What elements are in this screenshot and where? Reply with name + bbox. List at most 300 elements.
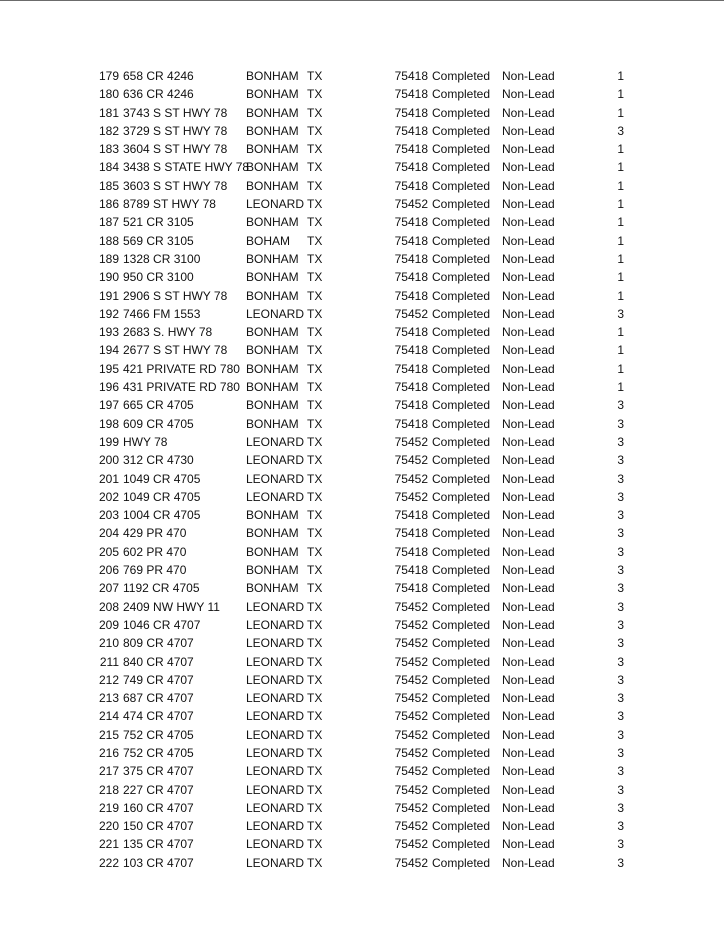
count-cell: 3 <box>617 471 624 486</box>
state-cell: TX <box>307 764 323 779</box>
state-cell: TX <box>307 233 323 248</box>
zip-cell: 75452 <box>394 306 428 321</box>
count-cell: 3 <box>617 800 624 815</box>
row-number: 212 <box>98 672 119 687</box>
count-cell: 3 <box>617 398 624 413</box>
state-cell: TX <box>307 398 323 413</box>
zip-cell: 75452 <box>394 434 428 449</box>
table-row <box>0 598 724 616</box>
table-row <box>0 744 724 762</box>
table-row <box>0 579 724 597</box>
table-row <box>0 726 724 744</box>
table-row <box>0 177 724 195</box>
material-cell: Non-Lead <box>502 434 555 449</box>
status-cell: Completed <box>432 563 491 578</box>
status-cell: Completed <box>432 87 491 102</box>
city-cell: LEONARD <box>246 819 305 834</box>
state-cell: TX <box>307 123 323 138</box>
city-cell: BONHAM <box>246 581 299 596</box>
status-cell: Completed <box>432 544 491 559</box>
city-cell: LEONARD <box>246 197 305 212</box>
city-cell: LEONARD <box>246 636 305 651</box>
material-cell: Non-Lead <box>502 361 555 376</box>
state-cell: TX <box>307 654 323 669</box>
zip-cell: 75418 <box>394 416 428 431</box>
status-cell: Completed <box>432 471 491 486</box>
count-cell: 1 <box>617 69 624 83</box>
material-cell: Non-Lead <box>502 69 555 83</box>
address-cell: 312 CR 4730 <box>123 453 194 468</box>
material-cell: Non-Lead <box>502 160 555 175</box>
city-cell: BOHAM <box>246 233 291 248</box>
address-cell: 375 CR 4707 <box>123 764 194 779</box>
row-number: 203 <box>98 508 119 523</box>
count-cell: 1 <box>617 251 624 266</box>
state-cell: TX <box>307 855 323 870</box>
state-cell: TX <box>307 434 323 449</box>
zip-cell: 75418 <box>394 563 428 578</box>
city-cell: BONHAM <box>246 544 299 559</box>
status-cell: Completed <box>432 764 491 779</box>
row-number: 184 <box>98 160 119 175</box>
table-row <box>0 616 724 634</box>
address-cell: 1192 CR 4705 <box>123 581 200 596</box>
count-cell: 3 <box>617 306 624 321</box>
zip-cell: 75418 <box>394 215 428 230</box>
row-number: 179 <box>98 69 119 83</box>
address-cell: 2906 S ST HWY 78 <box>123 288 228 303</box>
row-number: 205 <box>98 544 119 559</box>
count-cell: 3 <box>617 636 624 651</box>
count-cell: 3 <box>617 745 624 760</box>
count-cell: 3 <box>617 508 624 523</box>
address-cell: 950 CR 3100 <box>123 270 194 285</box>
state-cell: TX <box>307 142 323 157</box>
material-cell: Non-Lead <box>502 837 555 852</box>
material-cell: Non-Lead <box>502 197 555 212</box>
row-number: 191 <box>98 288 119 303</box>
row-number: 219 <box>98 800 119 815</box>
zip-cell: 75452 <box>394 800 428 815</box>
state-cell: TX <box>307 197 323 212</box>
count-cell: 3 <box>617 837 624 852</box>
state-cell: TX <box>307 361 323 376</box>
count-cell: 1 <box>617 87 624 102</box>
row-number: 202 <box>98 489 119 504</box>
material-cell: Non-Lead <box>502 288 555 303</box>
table-row <box>0 543 724 561</box>
state-cell: TX <box>307 837 323 852</box>
status-cell: Completed <box>432 398 491 413</box>
table-row <box>0 158 724 176</box>
city-cell: LEONARD <box>246 599 305 614</box>
city-cell: LEONARD <box>246 617 305 632</box>
city-cell: BONHAM <box>246 270 299 285</box>
row-number: 196 <box>98 380 119 395</box>
row-number: 186 <box>98 197 119 212</box>
count-cell: 3 <box>617 581 624 596</box>
address-cell: 1049 CR 4705 <box>123 471 201 486</box>
address-cell: 150 CR 4707 <box>123 819 194 834</box>
count-cell: 1 <box>617 325 624 340</box>
state-cell: TX <box>307 727 323 742</box>
city-cell: LEONARD <box>246 837 305 852</box>
address-cell: 227 CR 4707 <box>123 782 194 797</box>
material-cell: Non-Lead <box>502 800 555 815</box>
city-cell: LEONARD <box>246 709 305 724</box>
count-cell: 3 <box>617 654 624 669</box>
material-cell: Non-Lead <box>502 233 555 248</box>
table-row <box>0 561 724 579</box>
material-cell: Non-Lead <box>502 782 555 797</box>
table-row <box>0 762 724 780</box>
state-cell: TX <box>307 709 323 724</box>
status-cell: Completed <box>432 526 491 541</box>
row-number: 197 <box>98 398 119 413</box>
table-row <box>0 122 724 140</box>
address-cell: 665 CR 4705 <box>123 398 194 413</box>
material-cell: Non-Lead <box>502 581 555 596</box>
zip-cell: 75418 <box>394 270 428 285</box>
row-number: 220 <box>98 819 119 834</box>
address-cell: 1049 CR 4705 <box>123 489 201 504</box>
material-cell: Non-Lead <box>502 251 555 266</box>
zip-cell: 75418 <box>394 251 428 266</box>
state-cell: TX <box>307 544 323 559</box>
count-cell: 1 <box>617 343 624 358</box>
status-cell: Completed <box>432 599 491 614</box>
address-cell: 7466 FM 1553 <box>123 306 201 321</box>
state-cell: TX <box>307 105 323 120</box>
address-cell: 687 CR 4707 <box>123 691 194 706</box>
city-cell: BONHAM <box>246 178 299 193</box>
row-number: 221 <box>98 837 119 852</box>
count-cell: 3 <box>617 544 624 559</box>
material-cell: Non-Lead <box>502 855 555 870</box>
address-cell: 8789 ST HWY 78 <box>123 197 216 212</box>
count-cell: 3 <box>617 727 624 742</box>
material-cell: Non-Lead <box>502 87 555 102</box>
table-row <box>0 140 724 158</box>
row-number: 222 <box>98 855 119 870</box>
material-cell: Non-Lead <box>502 636 555 651</box>
count-cell: 1 <box>617 197 624 212</box>
address-cell: 569 CR 3105 <box>123 233 194 248</box>
city-cell: BONHAM <box>246 288 299 303</box>
row-number: 193 <box>98 325 119 340</box>
city-cell: LEONARD <box>246 654 305 669</box>
address-cell: 421 PRIVATE RD 780 <box>123 361 240 376</box>
zip-cell: 75418 <box>394 288 428 303</box>
state-cell: TX <box>307 800 323 815</box>
status-cell: Completed <box>432 654 491 669</box>
table-row <box>0 524 724 542</box>
status-cell: Completed <box>432 837 491 852</box>
row-number: 194 <box>98 343 119 358</box>
status-cell: Completed <box>432 288 491 303</box>
address-cell: 521 CR 3105 <box>123 215 194 230</box>
city-cell: LEONARD <box>246 453 305 468</box>
material-cell: Non-Lead <box>502 599 555 614</box>
status-cell: Completed <box>432 215 491 230</box>
count-cell: 3 <box>617 855 624 870</box>
zip-cell: 75418 <box>394 123 428 138</box>
city-cell: BONHAM <box>246 123 299 138</box>
zip-cell: 75452 <box>394 727 428 742</box>
count-cell: 3 <box>617 453 624 468</box>
table-row <box>0 671 724 689</box>
zip-cell: 75452 <box>394 819 428 834</box>
state-cell: TX <box>307 581 323 596</box>
material-cell: Non-Lead <box>502 178 555 193</box>
state-cell: TX <box>307 69 323 83</box>
table-row <box>0 378 724 396</box>
row-number: 215 <box>98 727 119 742</box>
top-border-line <box>0 0 724 1</box>
count-cell: 1 <box>617 215 624 230</box>
status-cell: Completed <box>432 508 491 523</box>
table-row <box>0 433 724 451</box>
table-row <box>0 360 724 378</box>
zip-cell: 75418 <box>394 526 428 541</box>
status-cell: Completed <box>432 489 491 504</box>
row-number: 200 <box>98 453 119 468</box>
material-cell: Non-Lead <box>502 544 555 559</box>
row-number: 210 <box>98 636 119 651</box>
status-cell: Completed <box>432 782 491 797</box>
status-cell: Completed <box>432 270 491 285</box>
address-cell: 135 CR 4707 <box>123 837 194 852</box>
address-cell: 3603 S ST HWY 78 <box>123 178 228 193</box>
material-cell: Non-Lead <box>502 380 555 395</box>
status-cell: Completed <box>432 745 491 760</box>
city-cell: BONHAM <box>246 526 299 541</box>
address-cell: 160 CR 4707 <box>123 800 194 815</box>
zip-cell: 75452 <box>394 489 428 504</box>
status-cell: Completed <box>432 123 491 138</box>
row-number: 185 <box>98 178 119 193</box>
status-cell: Completed <box>432 69 491 83</box>
row-number: 209 <box>98 617 119 632</box>
status-cell: Completed <box>432 416 491 431</box>
status-cell: Completed <box>432 343 491 358</box>
count-cell: 3 <box>617 416 624 431</box>
status-cell: Completed <box>432 617 491 632</box>
material-cell: Non-Lead <box>502 416 555 431</box>
count-cell: 3 <box>617 123 624 138</box>
status-cell: Completed <box>432 636 491 651</box>
state-cell: TX <box>307 160 323 175</box>
city-cell: BONHAM <box>246 398 299 413</box>
address-cell: 636 CR 4246 <box>123 87 194 102</box>
state-cell: TX <box>307 489 323 504</box>
state-cell: TX <box>307 745 323 760</box>
count-cell: 3 <box>617 489 624 504</box>
address-cell: 752 CR 4705 <box>123 727 194 742</box>
row-number: 192 <box>98 306 119 321</box>
zip-cell: 75418 <box>394 361 428 376</box>
table-row <box>0 506 724 524</box>
row-number: 214 <box>98 709 119 724</box>
material-cell: Non-Lead <box>502 691 555 706</box>
status-cell: Completed <box>432 672 491 687</box>
table-row <box>0 287 724 305</box>
material-cell: Non-Lead <box>502 343 555 358</box>
row-number: 181 <box>98 105 119 120</box>
city-cell: LEONARD <box>246 691 305 706</box>
status-cell: Completed <box>432 855 491 870</box>
count-cell: 3 <box>617 764 624 779</box>
zip-cell: 75452 <box>394 855 428 870</box>
material-cell: Non-Lead <box>502 617 555 632</box>
material-cell: Non-Lead <box>502 270 555 285</box>
table-row <box>0 305 724 323</box>
table-row <box>0 250 724 268</box>
zip-cell: 75418 <box>394 105 428 120</box>
table-row <box>0 85 724 103</box>
count-cell: 1 <box>617 288 624 303</box>
zip-cell: 75418 <box>394 142 428 157</box>
status-cell: Completed <box>432 251 491 266</box>
material-cell: Non-Lead <box>502 123 555 138</box>
row-number: 195 <box>98 361 119 376</box>
status-cell: Completed <box>432 160 491 175</box>
zip-cell: 75418 <box>394 87 428 102</box>
address-cell: 3604 S ST HWY 78 <box>123 142 228 157</box>
table-row <box>0 799 724 817</box>
city-cell: BONHAM <box>246 69 299 83</box>
count-cell: 1 <box>617 142 624 157</box>
material-cell: Non-Lead <box>502 142 555 157</box>
address-cell: 429 PR 470 <box>123 526 187 541</box>
table-row <box>0 689 724 707</box>
status-cell: Completed <box>432 197 491 212</box>
material-cell: Non-Lead <box>502 215 555 230</box>
table-row <box>0 835 724 853</box>
state-cell: TX <box>307 288 323 303</box>
address-cell: 474 CR 4707 <box>123 709 194 724</box>
table-row <box>0 817 724 835</box>
address-cell: 1004 CR 4705 <box>123 508 201 523</box>
city-cell: BONHAM <box>246 87 299 102</box>
state-cell: TX <box>307 636 323 651</box>
city-cell: LEONARD <box>246 306 305 321</box>
material-cell: Non-Lead <box>502 453 555 468</box>
state-cell: TX <box>307 508 323 523</box>
zip-cell: 75452 <box>394 599 428 614</box>
table-row <box>0 707 724 725</box>
city-cell: LEONARD <box>246 782 305 797</box>
state-cell: TX <box>307 599 323 614</box>
row-number: 189 <box>98 251 119 266</box>
table-row <box>0 396 724 414</box>
row-number: 218 <box>98 782 119 797</box>
row-number: 182 <box>98 123 119 138</box>
status-cell: Completed <box>432 819 491 834</box>
status-cell: Completed <box>432 691 491 706</box>
row-number: 208 <box>98 599 119 614</box>
address-cell: 602 PR 470 <box>123 544 187 559</box>
city-cell: BONHAM <box>246 380 299 395</box>
table-row <box>0 323 724 341</box>
city-cell: BONHAM <box>246 416 299 431</box>
state-cell: TX <box>307 526 323 541</box>
status-cell: Completed <box>432 709 491 724</box>
city-cell: BONHAM <box>246 508 299 523</box>
table-row <box>0 268 724 286</box>
material-cell: Non-Lead <box>502 306 555 321</box>
city-cell: LEONARD <box>246 471 305 486</box>
city-cell: LEONARD <box>246 434 305 449</box>
count-cell: 3 <box>617 672 624 687</box>
zip-cell: 75452 <box>394 197 428 212</box>
city-cell: BONHAM <box>246 563 299 578</box>
zip-cell: 75452 <box>394 745 428 760</box>
count-cell: 1 <box>617 178 624 193</box>
table-row <box>0 213 724 231</box>
city-cell: LEONARD <box>246 672 305 687</box>
row-number: 187 <box>98 215 119 230</box>
zip-cell: 75418 <box>394 544 428 559</box>
material-cell: Non-Lead <box>502 471 555 486</box>
status-cell: Completed <box>432 306 491 321</box>
state-cell: TX <box>307 87 323 102</box>
address-cell: 752 CR 4705 <box>123 745 194 760</box>
count-cell: 1 <box>617 233 624 248</box>
zip-cell: 75418 <box>394 325 428 340</box>
status-cell: Completed <box>432 434 491 449</box>
material-cell: Non-Lead <box>502 489 555 504</box>
material-cell: Non-Lead <box>502 654 555 669</box>
address-cell: 2409 NW HWY 11 <box>123 599 220 614</box>
address-cell: 769 PR 470 <box>123 563 187 578</box>
city-cell: BONHAM <box>246 215 299 230</box>
material-cell: Non-Lead <box>502 745 555 760</box>
zip-cell: 75418 <box>394 160 428 175</box>
city-cell: BONHAM <box>246 325 299 340</box>
table-row <box>0 341 724 359</box>
status-cell: Completed <box>432 727 491 742</box>
count-cell: 1 <box>617 361 624 376</box>
zip-cell: 75452 <box>394 654 428 669</box>
city-cell: LEONARD <box>246 855 305 870</box>
row-number: 217 <box>98 764 119 779</box>
zip-cell: 75418 <box>394 581 428 596</box>
material-cell: Non-Lead <box>502 563 555 578</box>
status-cell: Completed <box>432 178 491 193</box>
zip-cell: 75452 <box>394 453 428 468</box>
row-number: 204 <box>98 526 119 541</box>
row-number: 180 <box>98 87 119 102</box>
count-cell: 3 <box>617 709 624 724</box>
state-cell: TX <box>307 343 323 358</box>
zip-cell: 75418 <box>394 69 428 83</box>
address-cell: 2683 S. HWY 78 <box>123 325 213 340</box>
table-row <box>0 232 724 250</box>
row-number: 213 <box>98 691 119 706</box>
address-cell: 2677 S ST HWY 78 <box>123 343 228 358</box>
row-number: 188 <box>98 233 119 248</box>
state-cell: TX <box>307 270 323 285</box>
count-cell: 3 <box>617 819 624 834</box>
city-cell: LEONARD <box>246 764 305 779</box>
state-cell: TX <box>307 617 323 632</box>
city-cell: LEONARD <box>246 489 305 504</box>
count-cell: 3 <box>617 434 624 449</box>
address-cell: 1328 CR 3100 <box>123 251 201 266</box>
count-cell: 3 <box>617 599 624 614</box>
state-cell: TX <box>307 691 323 706</box>
